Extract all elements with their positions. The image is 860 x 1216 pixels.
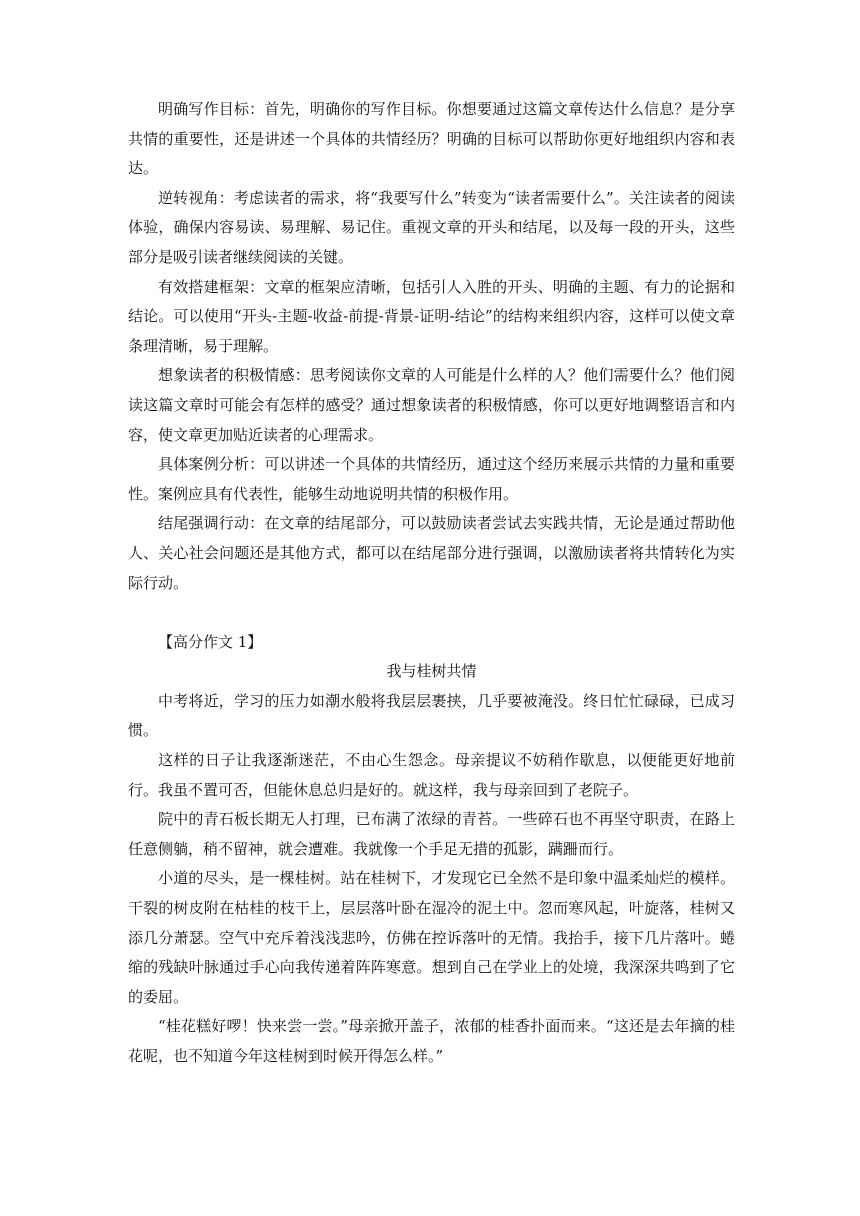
guide-paragraph-goal: 明确写作目标：首先，明确你的写作目标。你想要通过这篇文章传达什么信息？是分享共情的重要性，还是讲述一个具体的共情经历？明确的目标可以帮助你更好地组织内容和表达。 bbox=[128, 100, 735, 178]
document-page bbox=[128, 95, 735, 1072]
guide-paragraph-perspective: 逆转视角：考虑读者的需求，将“我要写什么”转变为“读者需要什么”。关注读者的阅读体验，确保内容易读、易理解、易记住。重视文章的开头和结尾，以及每一段的开头，这些部分是吸引读者继续阅读的关键。 bbox=[128, 188, 735, 266]
essay-paragraph: 中考将近，学习的压力如潮水般将我层层裹挟，几乎要被淹没。终日忙忙碌碌，已成习惯。 bbox=[128, 691, 735, 740]
guide-paragraph-reader-emotion: 想象读者的积极情感：思考阅读你文章的人可能是什么样的人？他们需要什么？他们阅读这篇文章时可能会有怎样的感受？通过想象读者的积极情感，你可以更好地调整语言和内容，使文章更加贴近读者的心理需求。 bbox=[128, 366, 735, 444]
section-gap bbox=[128, 598, 735, 628]
writing-guide bbox=[128, 95, 735, 598]
essay-paragraph: “桂花糕好啰！快来尝一尝。”母亲掀开盖子，浓郁的桂香扑面而来。“这还是去年摘的桂花呢，也不知道今年这桂树到时候开得怎么样。” bbox=[128, 1017, 735, 1065]
essay-paragraph: 这样的日子让我逐渐迷茫，不由心生怨念。母亲提议不妨稍作歇息，以便能更好地前行。我虽不置可否，但能休息总归是好的。就这样，我与母亲回到了老院子。 bbox=[128, 751, 735, 799]
essay-title: 我与桂树共情 bbox=[386, 662, 477, 681]
guide-paragraph-ending-action: 结尾强调行动：在文章的结尾部分，可以鼓励读者尝试去实践共情，无论是通过帮助他人、关心社会问题还是其他方式，都可以在结尾部分进行强调，以激励读者将共情转化为实际行动。 bbox=[128, 514, 735, 592]
essay-label: 【高分作文 1】 bbox=[158, 632, 263, 651]
sample-essay bbox=[128, 628, 735, 1072]
guide-paragraph-case-analysis: 具体案例分析：可以讲述一个具体的共情经历，通过这个经历来展示共情的力量和重要性。案例应具有代表性，能够生动地说明共情的积极作用。 bbox=[128, 455, 735, 503]
guide-paragraph-framework: 有效搭建框架：文章的框架应清晰，包括引人入胜的开头、明确的主题、有力的论据和结论。可以使用“开头-主题-收益-前提-背景-证明-结论”的结构来组织内容，这样可以使文章条理清晰，易于理解。 bbox=[128, 277, 735, 355]
essay-paragraph: 小道的尽头，是一棵桂树。站在桂树下，才发现它已全然不是印象中温柔灿烂的模样。干裂的树皮附在枯桂的枝干上，层层落叶卧在湿冷的泥土中。忽而寒风起，叶旋落，桂树又添几分萧瑟。空气中充斥着浅浅悲吟，仿佛在控诉落叶的无情。我抬手，接下几片落叶。蜷缩的残缺叶脉通过手心向我传递着阵阵寒意。想到自己在学业上的处境，我深深共鸣到了它的委屈。 bbox=[128, 869, 735, 1006]
essay-paragraph: 院中的青石板长期无人打理，已布满了浓绿的青苔。一些碎石也不再坚守职责，在路上任意侧躺，稍不留神，就会遭难。我就像一个手足无措的孤影，蹒跚而行。 bbox=[128, 810, 735, 858]
